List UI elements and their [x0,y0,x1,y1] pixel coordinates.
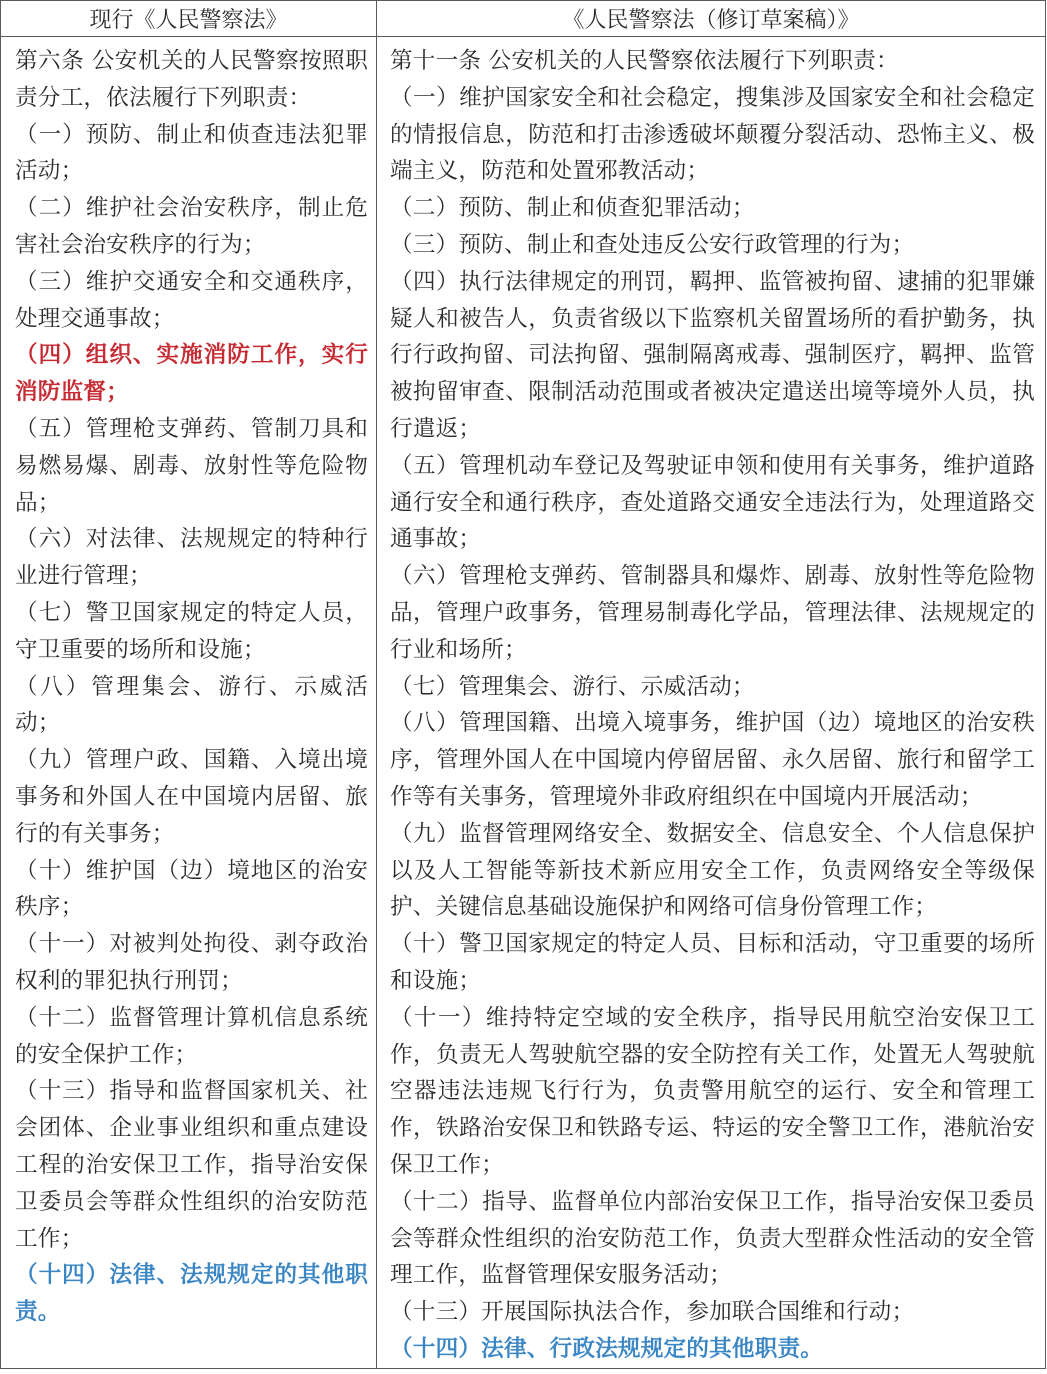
header-row [1,1,1046,37]
current-law-column [1,37,377,1369]
left-paragraph-2: （一）预防、制止和侦查违法犯罪活动； [15,121,368,185]
header-revised-draft: 《人民警察法（修订草案稿）》 [377,1,1046,37]
left-paragraph-14: （十三）指导和监督国家机关、社会团体、企业事业组织和重点建设工程的治安保卫工作，指导治安保卫委员会等群众性组织的治安防范工作； [15,1078,368,1252]
left-paragraph-4: （三）维护交通安全和交通秩序，处理交通事故； [15,268,368,332]
content-row [1,37,1046,1369]
left-paragraph-12: （十一）对被判处拘役、剥夺政治权利的罪犯执行刑罚； [15,931,368,994]
right-paragraph-14: （十三）开展国际执法合作，参加联合国维和行动； [390,1299,915,1326]
left-paragraph-3: （二）维护社会治安秩序，制止危害社会治安秩序的行为； [15,195,368,258]
right-paragraph-4: （三）预防、制止和查处违反公安行政管理的行为； [390,231,915,258]
right-paragraph-13: （十二）指导、监督单位内部治安保卫工作，指导治安保卫委员会等群众性组织的治安防范工作，负责大型群众性活动的安全管理工作，监督管理保安服务活动； [390,1188,1035,1289]
right-paragraph-2: （一）维护国家安全和社会稳定，搜集涉及国家安全和社会稳定的情报信息，防范和打击渗透破坏颠覆分裂活动、恐怖主义、极端主义，防范和处置邪教活动； [390,84,1035,185]
right-paragraph-7: （六）管理枪支弹药、管制器具和爆炸、剧毒、放射性等危险物品，管理户政事务，管理易制毒化学品，管理法律、法规规定的行业和场所； [390,563,1035,663]
right-paragraph-15-highlight: （十四）法律、行政法规规定的其他职责。 [390,1335,824,1362]
left-paragraph-7: （六）对法律、法规规定的特种行业进行管理； [15,526,368,590]
right-paragraph-11: （十）警卫国家规定的特定人员、目标和活动，守卫重要的场所和设施； [390,931,1035,994]
left-paragraph-11: （十）维护国（边）境地区的治安秩序； [15,857,368,921]
left-paragraph-10: （九）管理户政、国籍、入境出境事务和外国人在中国境内居留、旅行的有关事务； [15,747,368,847]
right-paragraph-8: （七）管理集会、游行、示威活动； [390,673,755,700]
right-paragraph-6: （五）管理机动车登记及驾驶证申领和使用有关事务，维护道路通行安全和通行秩序，查处道路交通安全违法行为，处理道路交通事故； [390,452,1035,553]
right-paragraph-10: （九）监督管理网络安全、数据安全、信息安全、个人信息保护以及人工智能等新技术新应用安全工作，负责网络安全等级保护、关键信息基础设施保护和网络可信身份管理工作； [390,820,1035,921]
right-paragraph-12: （十一）维持特定空域的安全秩序，指导民用航空治安保卫工作，负责无人驾驶航空器的安全防控有关工作，处置无人驾驶航空器违法违规飞行行为，负责警用航空的运行、安全和管理工作，铁路治安保卫和铁路专运、特运的安全警卫工作，港航治安保卫工作； [390,1004,1035,1178]
right-paragraph-5: （四）执行法律规定的刑罚，羁押、监管被拘留、逮捕的犯罪嫌疑人和被告人，负责省级以下监察机关留置场所的看护勤务，执行行政拘留、司法拘留、强制隔离戒毒、强制医疗，羁押、监管被拘留审查、限制活动范围或者被决定遣送出境等境外人员，执行遣返； [390,268,1035,442]
left-paragraph-5-removed: （四）组织、实施消防工作，实行消防监督； [15,342,368,406]
left-paragraph-6: （五）管理枪支弹药、管制刀具和易燃易爆、剧毒、放射性等危险物品； [15,415,368,516]
left-paragraph-13: （十二）监督管理计算机信息系统的安全保护工作； [15,1004,368,1068]
right-paragraph-1: 第十一条 公安机关的人民警察依法履行下列职责： [390,48,899,74]
revised-draft-column [377,37,1046,1369]
left-paragraph-8: （七）警卫国家规定的特定人员，守卫重要的场所和设施； [15,599,368,663]
right-paragraph-9: （八）管理国籍、出境入境事务，维护国（边）境地区的治安秩序，管理外国人在中国境内停留居留、永久居留、旅行和留学工作等有关事务，管理境外非政府组织在中国境内开展活动； [390,710,1035,810]
header-current-law: 现行《人民警察法》 [1,1,377,37]
left-paragraph-1: 第六条 公安机关的人民警察按照职责分工，依法履行下列职责： [15,48,368,111]
left-paragraph-15-highlight: （十四）法律、法规规定的其他职责。 [15,1262,368,1326]
right-paragraph-3: （二）预防、制止和侦查犯罪活动； [390,195,755,222]
left-paragraph-9: （八）管理集会、游行、示威活动； [15,673,368,737]
